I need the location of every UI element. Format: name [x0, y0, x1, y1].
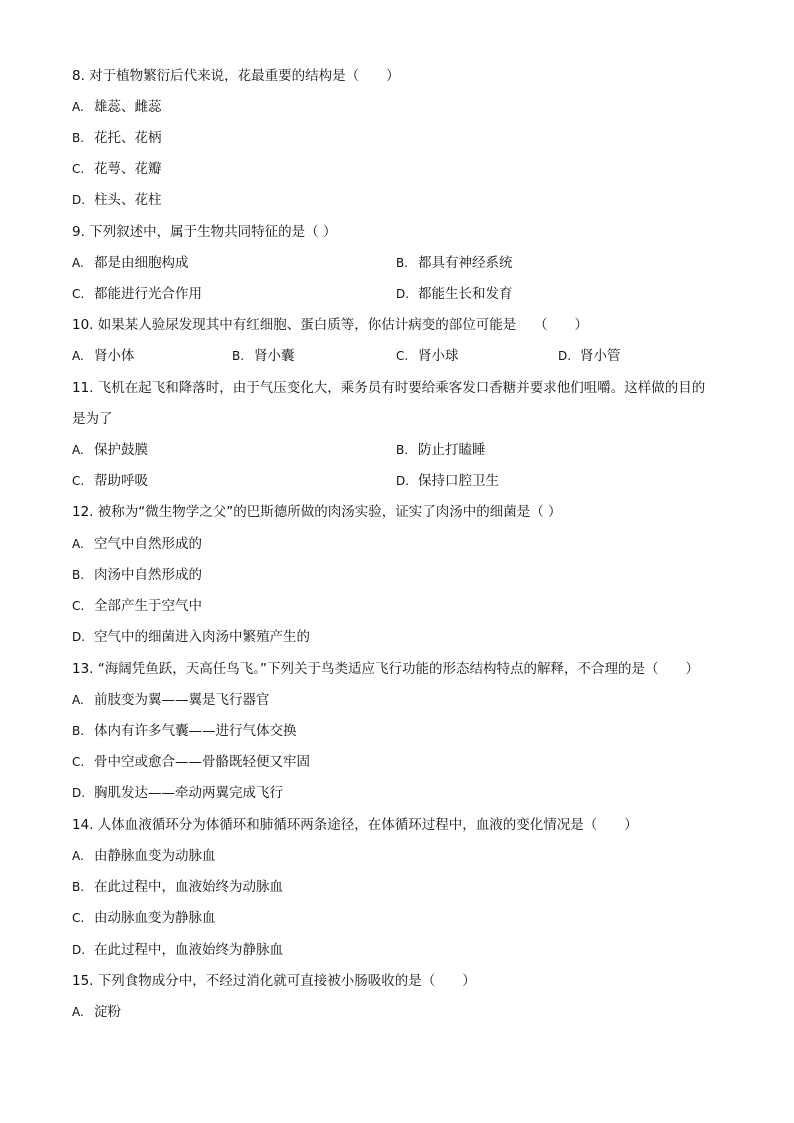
option-text: 肾小球: [418, 348, 459, 364]
option-text: 全部产生于空气中: [94, 598, 202, 614]
option-text: 都具有神经系统: [418, 255, 513, 271]
question-8-option-a: [72, 97, 726, 117]
option-label: B.: [72, 724, 85, 738]
question-12-stem: 12. 被称为“微生物学之父”的巴斯德所做的肉汤实验，证实了肉汤中的细菌是（ ）: [72, 504, 562, 520]
option-label: A.: [72, 537, 84, 551]
question-14-option-b: [72, 877, 726, 897]
option-label: B.: [72, 131, 85, 145]
option-label: B.: [396, 256, 409, 270]
option-text: 空气中的细菌进入肉汤中繁殖产生的: [94, 629, 310, 645]
question-8-option-c: [72, 159, 726, 179]
option-label: B.: [232, 349, 245, 363]
option-label: C.: [72, 287, 85, 301]
option-label: A.: [72, 100, 84, 114]
option-label: D.: [396, 474, 410, 488]
option-label: C.: [396, 349, 409, 363]
option-label: D.: [72, 943, 86, 957]
question-11-option-c: [72, 471, 148, 491]
question-10-option-d: [558, 346, 621, 366]
option-text: 在此过程中，血液始终为动脉血: [94, 879, 283, 895]
question-12-option-b: [72, 565, 726, 585]
question-9-option-d: [396, 284, 513, 304]
option-text: 柱头、花柱: [94, 192, 162, 208]
option-text: 都能生长和发育: [418, 286, 513, 302]
option-text: 骨中空或愈合——骨骼既轻便又牢固: [94, 754, 310, 770]
option-label: C.: [72, 474, 85, 488]
option-label: C.: [72, 162, 85, 176]
question-14-option-a: [72, 846, 726, 866]
option-label: A.: [72, 349, 84, 363]
option-text: 肉汤中自然形成的: [94, 567, 202, 583]
question-10-option-c: [396, 346, 459, 366]
question-8-option-d: [72, 190, 726, 210]
question-14-option-c: [72, 908, 726, 928]
question-12-option-c: [72, 596, 726, 616]
question-8-option-b: [72, 128, 726, 148]
option-label: A.: [72, 693, 84, 707]
option-label: C.: [72, 599, 85, 613]
option-label: A.: [72, 849, 84, 863]
question-15-option-a: [72, 1002, 726, 1022]
option-text: 前肢变为翼——翼是飞行器官: [94, 692, 270, 708]
option-label: B.: [72, 880, 85, 894]
option-text: 肾小体: [94, 348, 135, 364]
option-label: D.: [72, 786, 86, 800]
question-12-option-a: [72, 534, 726, 554]
option-label: D.: [72, 630, 86, 644]
question-13-option-b: [72, 721, 726, 741]
option-label: B.: [72, 568, 85, 582]
question-11-stem-line-2: 是为了: [72, 411, 113, 427]
option-label: D.: [72, 193, 86, 207]
option-label: A.: [72, 1005, 84, 1019]
question-12-option-d: [72, 627, 726, 647]
option-text: 由静脉血变为动脉血: [94, 848, 216, 864]
question-11-option-d: [396, 471, 499, 491]
option-text: 都是由细胞构成: [94, 255, 189, 271]
option-text: 帮助呼吸: [94, 473, 148, 489]
option-text: 保持口腔卫生: [418, 473, 499, 489]
question-9-option-c: [72, 284, 202, 304]
option-text: 雄蕊、雌蕊: [94, 99, 162, 115]
question-14-stem: 14. 人体血液循环分为体循环和肺循环两条途径，在体循环过程中，血液的变化情况是（ ）: [72, 817, 638, 833]
option-label: D.: [396, 287, 410, 301]
option-label: A.: [72, 443, 84, 457]
question-9-stem: 9. 下列叙述中，属于生物共同特征的是（ ）: [72, 224, 337, 240]
option-text: 体内有许多气囊——进行气体交换: [94, 723, 297, 739]
question-11-option-b: [396, 440, 486, 460]
option-text: 保护鼓膜: [94, 442, 148, 458]
option-text: 防止打瞌睡: [418, 442, 486, 458]
question-9-option-a: [72, 253, 189, 273]
option-text: 淀粉: [94, 1004, 121, 1020]
option-text: 都能进行光合作用: [94, 286, 202, 302]
option-text: 在此过程中，血液始终为静脉血: [94, 942, 283, 958]
option-text: 肾小管: [580, 348, 621, 364]
question-10-option-b: [232, 346, 295, 366]
question-10-option-a: [72, 346, 135, 366]
question-8-stem: 8. 对于植物繁衍后代来说，花最重要的结构是（ ）: [72, 68, 400, 84]
option-label: C.: [72, 911, 85, 925]
option-text: 由动脉血变为静脉血: [94, 910, 216, 926]
question-11-option-a: [72, 440, 148, 460]
question-11-stem-line-1: 11. 飞机在起飞和降落时，由于气压变化大，乘务员有时要给乘客发口香糖并要求他们咀嚼。这样做的目的: [72, 380, 706, 396]
question-13-option-d: [72, 783, 726, 803]
option-label: A.: [72, 256, 84, 270]
question-14-option-d: [72, 940, 726, 960]
option-label: B.: [396, 443, 409, 457]
option-label: D.: [558, 349, 572, 363]
question-15-stem: 15. 下列食物成分中，不经过消化就可直接被小肠吸收的是（ ）: [72, 973, 476, 989]
question-13-option-c: [72, 752, 726, 772]
option-label: C.: [72, 755, 85, 769]
question-13-option-a: [72, 690, 726, 710]
question-9-option-b: [396, 253, 513, 273]
question-10-stem: 10. 如果某人验尿发现其中有红细胞、蛋白质等，你估计病变的部位可能是 （ ）: [72, 317, 589, 333]
option-text: 花萼、花瓣: [94, 161, 162, 177]
question-13-stem: 13. “海阔凭鱼跃，天高任鸟飞。”下列关于鸟类适应飞行功能的形态结构特点的解释，不合理的是（ ）: [72, 661, 699, 677]
option-text: 肾小囊: [254, 348, 295, 364]
option-text: 空气中自然形成的: [94, 536, 202, 552]
option-text: 花托、花柄: [94, 130, 162, 146]
option-text: 胸肌发达——牵动两翼完成飞行: [94, 785, 283, 801]
